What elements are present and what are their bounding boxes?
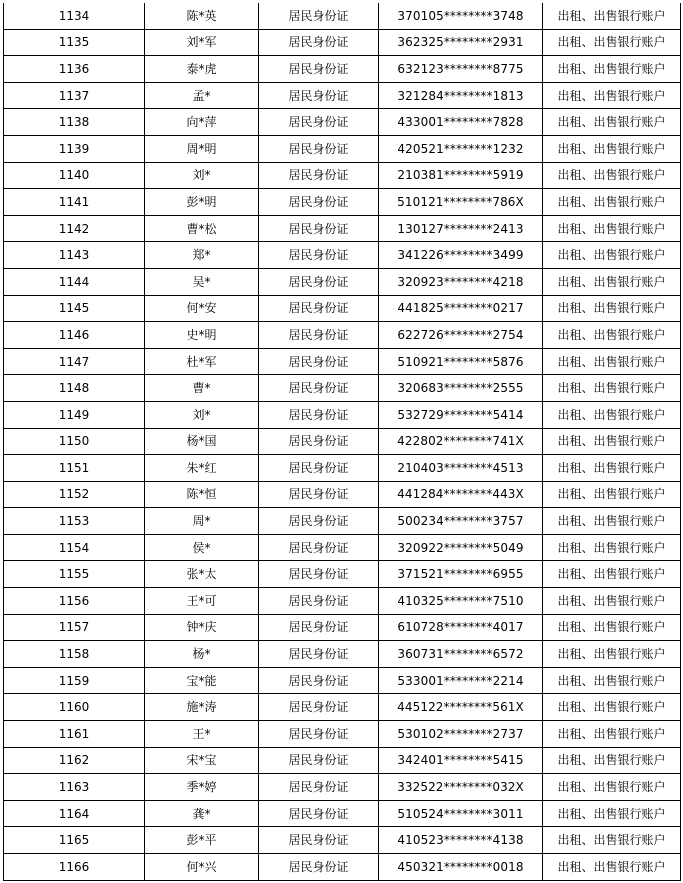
reason-cell: 出租、出售银行账户 (543, 268, 681, 295)
document-type-cell: 居民身份证 (259, 428, 379, 455)
table-row (4, 82, 681, 109)
name-cell: 孟* (145, 82, 259, 109)
document-type-cell: 居民身份证 (259, 588, 379, 615)
reason-cell: 出租、出售银行账户 (543, 561, 681, 588)
id-number-cell: 371521********6955 (379, 561, 543, 588)
document-type-cell: 居民身份证 (259, 3, 379, 29)
id-number-cell: 362325********2931 (379, 29, 543, 56)
name-cell: 朱*红 (145, 455, 259, 482)
name-cell: 刘* (145, 401, 259, 428)
id-number-cell: 420521********1232 (379, 135, 543, 162)
name-cell: 郑* (145, 242, 259, 269)
id-number-cell: 510921********5876 (379, 348, 543, 375)
name-cell: 王*可 (145, 588, 259, 615)
table-row (4, 827, 681, 854)
id-number-cell: 370105********3748 (379, 3, 543, 29)
row-number-cell: 1143 (4, 242, 145, 269)
name-cell: 龚* (145, 800, 259, 827)
document-type-cell: 居民身份证 (259, 508, 379, 535)
reason-cell: 出租、出售银行账户 (543, 3, 681, 29)
table-row (4, 588, 681, 615)
row-number-cell: 1158 (4, 641, 145, 668)
reason-cell: 出租、出售银行账户 (543, 721, 681, 748)
reason-cell: 出租、出售银行账户 (543, 508, 681, 535)
table-row (4, 135, 681, 162)
row-number-cell: 1134 (4, 3, 145, 29)
reason-cell: 出租、出售银行账户 (543, 215, 681, 242)
reason-cell: 出租、出售银行账户 (543, 401, 681, 428)
name-cell: 施*涛 (145, 694, 259, 721)
document-type-cell: 居民身份证 (259, 694, 379, 721)
name-cell: 王* (145, 721, 259, 748)
document-type-cell: 居民身份证 (259, 667, 379, 694)
row-number-cell: 1140 (4, 162, 145, 189)
reason-cell: 出租、出售银行账户 (543, 56, 681, 83)
id-number-cell: 610728********4017 (379, 614, 543, 641)
table-row (4, 641, 681, 668)
reason-cell: 出租、出售银行账户 (543, 109, 681, 136)
table-row (4, 295, 681, 322)
row-number-cell: 1162 (4, 747, 145, 774)
reason-cell: 出租、出售银行账户 (543, 189, 681, 216)
document-type-cell: 居民身份证 (259, 561, 379, 588)
table-row (4, 242, 681, 269)
reason-cell: 出租、出售银行账户 (543, 800, 681, 827)
name-cell: 杨* (145, 641, 259, 668)
table-row (4, 189, 681, 216)
table-row (4, 508, 681, 535)
document-type-cell: 居民身份证 (259, 109, 379, 136)
reason-cell: 出租、出售银行账户 (543, 82, 681, 109)
table-row (4, 721, 681, 748)
table-row (4, 162, 681, 189)
row-number-cell: 1142 (4, 215, 145, 242)
document-type-cell: 居民身份证 (259, 614, 379, 641)
reason-cell: 出租、出售银行账户 (543, 827, 681, 854)
id-number-cell: 341226********3499 (379, 242, 543, 269)
reason-cell: 出租、出售银行账户 (543, 295, 681, 322)
row-number-cell: 1139 (4, 135, 145, 162)
table-row (4, 614, 681, 641)
table-row (4, 56, 681, 83)
name-cell: 泰*虎 (145, 56, 259, 83)
table-row (4, 401, 681, 428)
row-number-cell: 1148 (4, 375, 145, 402)
table-row (4, 747, 681, 774)
table-row (4, 774, 681, 801)
row-number-cell: 1155 (4, 561, 145, 588)
table-row (4, 348, 681, 375)
id-number-cell: 445122********561X (379, 694, 543, 721)
name-cell: 彭*平 (145, 827, 259, 854)
name-cell: 杨*国 (145, 428, 259, 455)
row-number-cell: 1149 (4, 401, 145, 428)
id-number-cell: 632123********8775 (379, 56, 543, 83)
name-cell: 彭*明 (145, 189, 259, 216)
row-number-cell: 1136 (4, 56, 145, 83)
records-table-body (4, 3, 681, 880)
id-number-cell: 130127********2413 (379, 215, 543, 242)
document-type-cell: 居民身份证 (259, 348, 379, 375)
reason-cell: 出租、出售银行账户 (543, 694, 681, 721)
document-type-cell: 居民身份证 (259, 215, 379, 242)
document-type-cell: 居民身份证 (259, 162, 379, 189)
document-type-cell: 居民身份证 (259, 135, 379, 162)
name-cell: 钟*庆 (145, 614, 259, 641)
row-number-cell: 1166 (4, 854, 145, 881)
document-page (3, 3, 680, 881)
id-number-cell: 332522********032X (379, 774, 543, 801)
table-row (4, 322, 681, 349)
table-row (4, 375, 681, 402)
id-number-cell: 441284********443X (379, 481, 543, 508)
reason-cell: 出租、出售银行账户 (543, 641, 681, 668)
reason-cell: 出租、出售银行账户 (543, 29, 681, 56)
reason-cell: 出租、出售银行账户 (543, 667, 681, 694)
row-number-cell: 1165 (4, 827, 145, 854)
document-type-cell: 居民身份证 (259, 29, 379, 56)
reason-cell: 出租、出售银行账户 (543, 348, 681, 375)
table-row (4, 268, 681, 295)
name-cell: 陈*恒 (145, 481, 259, 508)
row-number-cell: 1145 (4, 295, 145, 322)
document-type-cell: 居民身份证 (259, 481, 379, 508)
table-row (4, 800, 681, 827)
name-cell: 史*明 (145, 322, 259, 349)
table-row (4, 109, 681, 136)
reason-cell: 出租、出售银行账户 (543, 774, 681, 801)
row-number-cell: 1152 (4, 481, 145, 508)
id-number-cell: 530102********2737 (379, 721, 543, 748)
table-row (4, 29, 681, 56)
document-type-cell: 居民身份证 (259, 242, 379, 269)
document-type-cell: 居民身份证 (259, 721, 379, 748)
name-cell: 杜*军 (145, 348, 259, 375)
id-number-cell: 320923********4218 (379, 268, 543, 295)
document-type-cell: 居民身份证 (259, 82, 379, 109)
document-type-cell: 居民身份证 (259, 827, 379, 854)
document-type-cell: 居民身份证 (259, 401, 379, 428)
row-number-cell: 1156 (4, 588, 145, 615)
document-type-cell: 居民身份证 (259, 56, 379, 83)
table-row (4, 854, 681, 881)
document-type-cell: 居民身份证 (259, 455, 379, 482)
row-number-cell: 1157 (4, 614, 145, 641)
id-number-cell: 532729********5414 (379, 401, 543, 428)
reason-cell: 出租、出售银行账户 (543, 481, 681, 508)
table-row (4, 455, 681, 482)
row-number-cell: 1147 (4, 348, 145, 375)
name-cell: 曹*松 (145, 215, 259, 242)
table-row (4, 534, 681, 561)
document-type-cell: 居民身份证 (259, 854, 379, 881)
id-number-cell: 450321********0018 (379, 854, 543, 881)
document-type-cell: 居民身份证 (259, 800, 379, 827)
id-number-cell: 320683********2555 (379, 375, 543, 402)
reason-cell: 出租、出售银行账户 (543, 588, 681, 615)
id-number-cell: 622726********2754 (379, 322, 543, 349)
reason-cell: 出租、出售银行账户 (543, 428, 681, 455)
row-number-cell: 1160 (4, 694, 145, 721)
document-type-cell: 居民身份证 (259, 189, 379, 216)
name-cell: 张*太 (145, 561, 259, 588)
name-cell: 宋*宝 (145, 747, 259, 774)
table-row (4, 694, 681, 721)
row-number-cell: 1163 (4, 774, 145, 801)
table-row (4, 481, 681, 508)
name-cell: 何*兴 (145, 854, 259, 881)
document-type-cell: 居民身份证 (259, 747, 379, 774)
row-number-cell: 1150 (4, 428, 145, 455)
name-cell: 宝*能 (145, 667, 259, 694)
row-number-cell: 1146 (4, 322, 145, 349)
row-number-cell: 1164 (4, 800, 145, 827)
id-number-cell: 510524********3011 (379, 800, 543, 827)
row-number-cell: 1138 (4, 109, 145, 136)
reason-cell: 出租、出售银行账户 (543, 162, 681, 189)
name-cell: 周*明 (145, 135, 259, 162)
id-number-cell: 510121********786X (379, 189, 543, 216)
name-cell: 季*婷 (145, 774, 259, 801)
name-cell: 向*萍 (145, 109, 259, 136)
table-row (4, 667, 681, 694)
row-number-cell: 1159 (4, 667, 145, 694)
document-type-cell: 居民身份证 (259, 268, 379, 295)
reason-cell: 出租、出售银行账户 (543, 455, 681, 482)
reason-cell: 出租、出售银行账户 (543, 322, 681, 349)
table-row (4, 215, 681, 242)
id-number-cell: 321284********1813 (379, 82, 543, 109)
reason-cell: 出租、出售银行账户 (543, 534, 681, 561)
row-number-cell: 1137 (4, 82, 145, 109)
name-cell: 陈*英 (145, 3, 259, 29)
id-number-cell: 422802********741X (379, 428, 543, 455)
id-number-cell: 533001********2214 (379, 667, 543, 694)
id-number-cell: 342401********5415 (379, 747, 543, 774)
row-number-cell: 1144 (4, 268, 145, 295)
table-row (4, 561, 681, 588)
id-number-cell: 210381********5919 (379, 162, 543, 189)
row-number-cell: 1161 (4, 721, 145, 748)
name-cell: 刘*军 (145, 29, 259, 56)
document-type-cell: 居民身份证 (259, 375, 379, 402)
row-number-cell: 1141 (4, 189, 145, 216)
name-cell: 何*安 (145, 295, 259, 322)
row-number-cell: 1153 (4, 508, 145, 535)
records-table (3, 3, 681, 881)
row-number-cell: 1151 (4, 455, 145, 482)
reason-cell: 出租、出售银行账户 (543, 854, 681, 881)
id-number-cell: 210403********4513 (379, 455, 543, 482)
reason-cell: 出租、出售银行账户 (543, 242, 681, 269)
row-number-cell: 1154 (4, 534, 145, 561)
document-type-cell: 居民身份证 (259, 641, 379, 668)
name-cell: 曹* (145, 375, 259, 402)
name-cell: 侯* (145, 534, 259, 561)
table-row (4, 3, 681, 29)
reason-cell: 出租、出售银行账户 (543, 614, 681, 641)
id-number-cell: 360731********6572 (379, 641, 543, 668)
document-type-cell: 居民身份证 (259, 295, 379, 322)
name-cell: 周* (145, 508, 259, 535)
name-cell: 吴* (145, 268, 259, 295)
id-number-cell: 433001********7828 (379, 109, 543, 136)
reason-cell: 出租、出售银行账户 (543, 375, 681, 402)
document-type-cell: 居民身份证 (259, 774, 379, 801)
name-cell: 刘* (145, 162, 259, 189)
document-type-cell: 居民身份证 (259, 534, 379, 561)
id-number-cell: 500234********3757 (379, 508, 543, 535)
reason-cell: 出租、出售银行账户 (543, 747, 681, 774)
id-number-cell: 410523********4138 (379, 827, 543, 854)
row-number-cell: 1135 (4, 29, 145, 56)
id-number-cell: 410325********7510 (379, 588, 543, 615)
document-type-cell: 居民身份证 (259, 322, 379, 349)
table-row (4, 428, 681, 455)
id-number-cell: 441825********0217 (379, 295, 543, 322)
id-number-cell: 320922********5049 (379, 534, 543, 561)
reason-cell: 出租、出售银行账户 (543, 135, 681, 162)
